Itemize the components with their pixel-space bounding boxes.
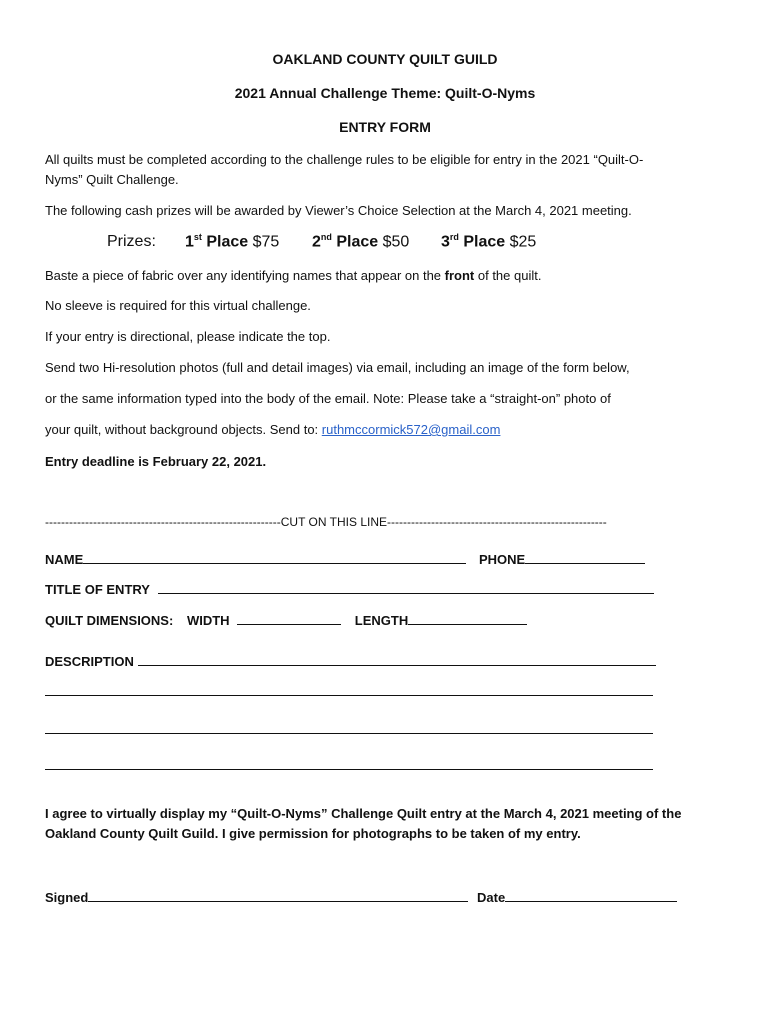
first-place: Place	[201, 233, 249, 251]
second-prize	[312, 232, 409, 251]
email-link[interactable]: ruthmccormick572@gmail.com	[321, 422, 501, 437]
third-prize	[441, 232, 536, 251]
name-label: NAME	[45, 552, 84, 567]
agreement-line-2: Oakland County Quilt Guild. I give permission for photographs to be taken of my entry.	[45, 826, 581, 841]
width-field[interactable]	[237, 611, 341, 625]
name-field[interactable]	[83, 550, 466, 564]
phone-label: PHONE	[479, 552, 526, 567]
length-label: LENGTH	[354, 613, 409, 628]
photos-line-3-text: your quilt, without background objects. Send to:	[45, 422, 322, 437]
intro-line-1: All quilts must be completed according to the challenge rules to be eligible for entry in the 2021 “Quilt-O-	[45, 152, 644, 167]
signed-label: Signed	[45, 890, 89, 905]
form-title: ENTRY FORM	[339, 119, 431, 135]
name-row	[45, 550, 466, 567]
sleeve-instruction: No sleeve is required for this virtual challenge.	[45, 298, 311, 313]
date-row	[477, 888, 677, 905]
dimensions-row	[45, 611, 527, 628]
photos-line-1: Send two Hi-resolution photos (full and detail images) via email, including an image of the form below,	[45, 360, 630, 375]
signed-row	[45, 888, 468, 905]
prize-intro: The following cash prizes will be awarded by Viewer’s Choice Selection at the March 4, 2021 meeting.	[45, 203, 632, 218]
entry-deadline: Entry deadline is February 22, 2021.	[45, 454, 267, 469]
prizes-label: Prizes:	[107, 233, 156, 250]
width-label: WIDTH	[186, 613, 230, 628]
baste-instruction	[45, 268, 541, 283]
title-field[interactable]	[158, 580, 654, 594]
first-num: 1	[185, 233, 194, 251]
second-place: Place	[331, 233, 379, 251]
agreement-line-1: I agree to virtually display my “Quilt-O-Nyms” Challenge Quilt entry at the March 4, 2021 meeting of the	[45, 806, 682, 821]
phone-row	[479, 550, 645, 567]
photos-line-2: or the same information typed into the body of the email. Note: Please take a “straight-on” photo of	[45, 391, 611, 406]
third-sup: rd	[449, 232, 459, 242]
signature-field[interactable]	[88, 888, 468, 902]
description-line-2[interactable]	[45, 695, 653, 696]
directional-instruction: If your entry is directional, please indicate the top.	[45, 329, 331, 344]
title-label: TITLE OF ENTRY	[45, 582, 150, 597]
second-sup: nd	[320, 232, 332, 242]
baste-before: Baste a piece of fabric over any identifying names that appear on the	[45, 268, 445, 283]
intro-line-2: Nyms” Quilt Challenge.	[45, 172, 179, 187]
second-amount: $50	[378, 233, 410, 251]
second-num: 2	[312, 233, 321, 251]
third-amount: $25	[505, 233, 537, 251]
org-title: OAKLAND COUNTY QUILT GUILD	[272, 51, 498, 67]
first-sup: st	[193, 232, 202, 242]
first-amount: $75	[248, 233, 280, 251]
baste-bold: front	[444, 268, 475, 283]
description-line-3[interactable]	[45, 733, 653, 734]
baste-after: of the quilt.	[474, 268, 542, 283]
date-label: Date	[477, 890, 506, 905]
photos-line-3	[45, 422, 500, 437]
phone-field[interactable]	[525, 550, 645, 564]
length-field[interactable]	[408, 611, 527, 625]
description-row	[45, 652, 656, 669]
description-label: DESCRIPTION	[45, 654, 134, 669]
title-row	[45, 580, 654, 597]
first-prize	[185, 232, 279, 251]
description-line-4[interactable]	[45, 769, 653, 770]
description-field[interactable]	[138, 652, 656, 666]
cut-line: -----------------------------------------------------------CUT ON THIS LINE-------------------------------------------------------	[45, 515, 607, 529]
dimensions-label: QUILT DIMENSIONS:	[45, 613, 174, 628]
date-field[interactable]	[505, 888, 677, 902]
third-num: 3	[441, 233, 450, 251]
third-place: Place	[458, 233, 506, 251]
theme-title: 2021 Annual Challenge Theme: Quilt-O-Nyms	[234, 85, 536, 101]
